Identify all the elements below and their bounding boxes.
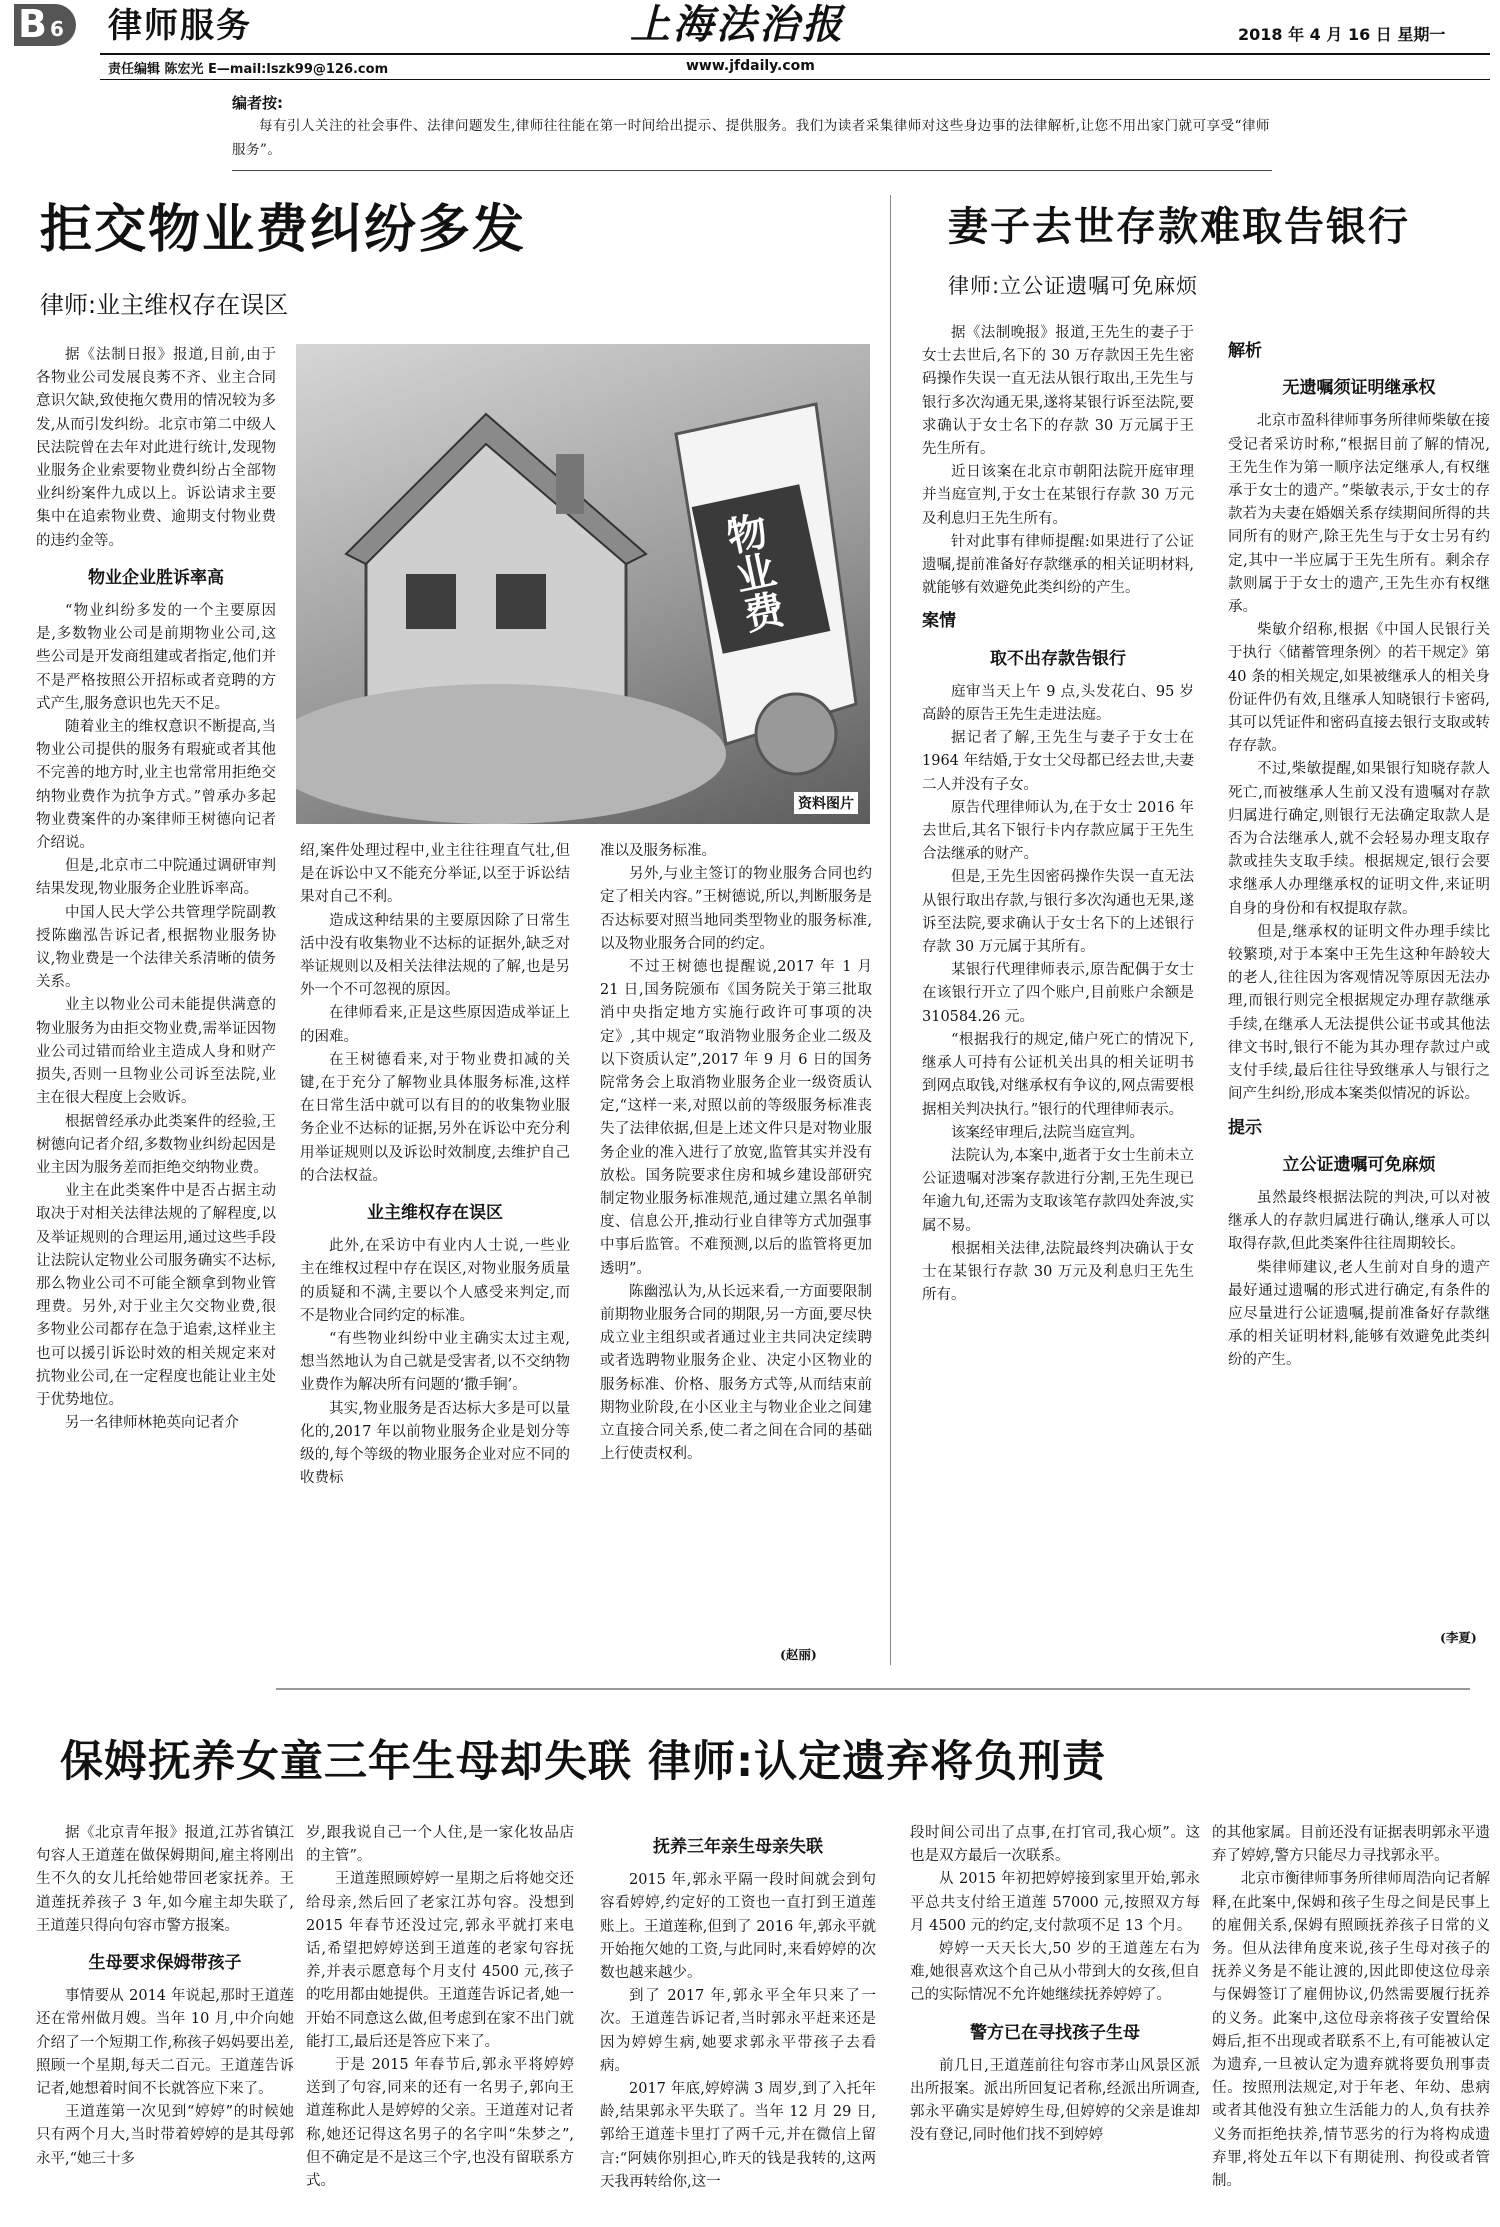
paragraph: 法院认为,本案中,逝者于女士生前未立公证遗嘱对涉案存款进行分割,王先生现已年逾九旬,还需为支取该笔存款四处奔波,实属不易。: [922, 1147, 1194, 1234]
section-subheading: 立公证遗嘱可免麻烦: [1282, 1154, 1436, 1175]
paragraph: 根据曾经承办此类案件的经验,王树德向记者介绍,多数物业纠纷起因是业主因为服务差而拒绝交纳物业费。: [36, 1113, 276, 1176]
paragraph: 据《法制日报》报道,目前,由于各物业公司发展良莠不齐、业主合同意识欠缺,致使拖欠费用的情况较为多发,从而引发纠纷。北京市第二中级人民法院曾在去年对此进行统计,发现物业服务企业索要物业费纠纷占全部物业纠纷案件九成以上。诉讼请求主要集中在追索物业费、逾期支付物业费的违约金等。: [36, 347, 276, 549]
page-number: 6: [50, 17, 64, 41]
paragraph: 从 2015 年初把婷婷接到家里开始,郭永平总共支付给王道莲 57000 元,按照双方每月 4500 元的约定,支付款项不足 13 个月。: [910, 1871, 1200, 1934]
page-letter: B: [18, 2, 47, 46]
editor-note-text: 每有引人关注的社会事件、法律问题发生,律师往往能在第一时间给出提示、提供服务。我们为读者采集律师对这些身边事的法律解析,让您不用出家门就可享受“律师服务”。: [232, 118, 1270, 158]
paragraph: 但是,北京市二中院通过调研审判结果发现,物业服务企业胜诉率高。: [36, 858, 276, 898]
paragraph: 但是,王先生因密码操作失误一直无法从银行取出存款,与银行多次沟通也无果,遂诉至法院,要求确认于女士名下的上述银行存款 30 万元属于其所有。: [922, 869, 1194, 956]
article2-title: 妻子去世存款难取告银行: [948, 204, 1410, 250]
paragraph: 2015 年,郭永平隔一段时间就会到句容看婷婷,约定好的工资也一直打到王道莲账上。王道莲称,但到了 2016 年,郭永平就开始拖欠她的工资,与此同时,来看婷婷的次数也越来越少。: [600, 1872, 876, 1982]
article2-column-2: [1228, 330, 1490, 1373]
paragraph: 该案经审理后,法院当庭宣判。: [951, 1124, 1145, 1141]
article3-column-5: [1212, 1822, 1490, 2193]
paragraph: 柴律师建议,老人生前对自身的遗产最好通过遗嘱的形式进行确定,有条件的应尽量进行公证遗嘱,提前准备好存款继承的相关证明材料,能够有效避免此类纠纷的产生。: [1228, 1259, 1490, 1369]
paragraph: 另一名律师林艳英向记者介: [65, 1415, 239, 1432]
section-subheading: 生母要求保姆带孩子: [88, 1953, 242, 1974]
paragraph: 到了 2017 年,郭永平全年只来了一次。王道莲告诉记者,当时郭永平赶来还是因为婷婷生病,她要求郭永平带孩子去看病。: [600, 1988, 876, 2074]
paragraph: 北京市衡律师事务所律师周浩向记者解释,在此案中,保姆和孩子生母之间是民事上的雇佣关系,保姆有照顾抚养孩子日常的义务。但从法律角度来说,孩子生母对孩子的抚养义务是不能让渡的,因此即使这位母亲与保姆签订了雇佣协议,仍然需要履行抚养的义务。此案中,这位母亲将孩子安置给保姆后,拒不出现或者联系不上,有可能被认定为遗弃,一旦被认定为遗弃就将要负刑事责任。按照刑法规定,对于年老、年幼、患病或者其他没有独立生活能力的人,负有扶养义务而拒绝扶养,情节恶劣的行为将构成遗弃罪,将处五年以下有期徒刑、拘役或者管制。: [1212, 1871, 1490, 2190]
article3-column-3: [600, 1822, 876, 2194]
section-subheading: 警方已在寻找孩子生母: [970, 2022, 1140, 2043]
paragraph: 不过,柴敏提醒,如果银行知晓存款人死亡,而被继承人生前又没有遗嘱对存款归属进行确定,则银行无法确定取款人是否为合法继承人,就不会轻易办理支取存款或挂失支取手续。根据规定,银行会要求继承人办理继承权的证明文件,来证明自身的身份和有权提取存款。: [1228, 761, 1490, 917]
paragraph: 据记者了解,王先生与妻子于女士在 1964 年结婚,于女士父母都已经去世,夫妻二人并没有子女。: [922, 730, 1194, 793]
paragraph: 原告代理律师认为,在于女士 2016 年去世后,其名下银行卡内存款应属于王先生合法继承的财产。: [922, 799, 1194, 863]
paragraph: 前几日,王道莲前往句容市茅山风景区派出所报案。派出所回复记者称,经派出所调查,郭永平确实是婷婷生母,但婷婷的父亲是谁却没有登记,同时他们找不到婷婷: [910, 2057, 1200, 2144]
paragraph: 某银行代理律师表示,原告配偶于女士在该银行开立了四个账户,目前账户余额是 310584.26 元。: [922, 962, 1194, 1025]
paragraph: 根据相关法律,法院最终判决确认于女士在某银行存款 30 万元及利息归王先生所有。: [922, 1240, 1194, 1304]
article3-title: 保姆抚养女童三年生母却失联 律师:认定遗弃将负刑责: [60, 1737, 1107, 1787]
paragraph: 但是,继承权的证明文件办理手续比较繁琐,对于本案中王先生这种年龄较大的老人,往往因为客观情况等原因无法办理,而银行则完全根据规定办理存款继承手续,在继承人无法提供公证书或其他法律文书时,银行不能为其办理存款过户或支付手续,最后往往导致继承人与银行之间产生纠纷,形成本案类似情况的诉讼。: [1228, 923, 1490, 1103]
article1-column-1: [36, 344, 276, 1435]
section-label: 解析: [1228, 341, 1262, 361]
article1-column-3: [600, 840, 872, 1466]
paragraph-continuation: 准以及服务标准。: [600, 843, 716, 859]
article1-credit: (赵丽): [780, 1647, 817, 1662]
column-separator: [890, 195, 891, 1665]
section-subheading: 物业企业胜诉率高: [88, 567, 224, 588]
section-divider: [276, 1688, 1470, 1690]
paragraph: 业主在此类案件中是否占据主动取决于对相关法律法规的了解程度,以及举证规则的合理运用,通过这些手段让法院认定物业公司服务确实不达标,那么物业公司不可能全额拿到物业管理费。另外,对于业主欠交物业费,很多物业公司都存在急于追索,这样业主也可以援引诉讼时效的相关规定来对抗物业公司,在一定程度也能让业主处于优势地位。: [36, 1183, 276, 1408]
photo-sign-text: 物业费: [716, 509, 787, 637]
paragraph: 此外,在采访中有业内人士说,一些业主在维权过程中存在误区,对物业服务质量的质疑和不满,主要以个人感受来判定,而不是物业合同约定的标准。: [300, 1238, 570, 1324]
paragraph: 虽然最终根据法院的判决,可以对被继承人的存款归属进行确认,继承人可以取得存款,但此类案件往往周期较长。: [1228, 1189, 1490, 1253]
section-subheading: 无遗嘱须证明继承权: [1282, 378, 1436, 399]
paragraph: 近日该案在北京市朝阳法院开庭审理并当庭宣判,于女士在某银行存款 30 万元及利息归王先生所有。: [922, 464, 1194, 527]
paragraph: 事情要从 2014 年说起,那时王道莲还在常州做月嫂。当年 10 月,中介向她介绍了一个短期工作,称孩子妈妈要出差,照顾一个星期,每天二百元。王道莲告诉记者,她想着时间不长就答应下来了。: [36, 1988, 294, 2098]
paragraph: “有些物业纠纷中业主确实太过主观,想当然地认为自己就是受害者,以不交纳物业费作为解决所有问题的‘撒手锏’。: [300, 1331, 570, 1394]
photo-caption: 资料图片: [794, 792, 858, 814]
paragraph: 不过王树德也提醒说,2017 年 1 月 21 日,国务院颁布《国务院关于第三批取消中央指定地方实施行政许可事项的决定》,其中规定“取消物业服务企业二级及以下资质认定”,2017 年 9 月 6 日的国务院常务会上取消物业服务企业一级资质认定,“这样一来,对照以前的等级服务标准丧失了法律依据,但是上述文件只是对物业服务企业的准入进行了放宽,监管其实并没有放松。国务院要求住房和城乡建设部研究制定物业服务标准规范,通过建立黑名单制度、信息公开,推动行业自律等方式加强事中事后监管。不难预测,以后的监管将更加透明”。: [600, 959, 872, 1277]
header-rule-bottom: [100, 79, 1490, 80]
website: www.jfdaily.com: [686, 58, 815, 74]
article1-subtitle: 律师:业主维权存在误区: [40, 291, 289, 319]
paragraph: 庭审当天上午 9 点,头发花白、95 岁高龄的原告王先生走进法庭。: [922, 683, 1194, 724]
paragraph-continuation: 绍,案件处理过程中,业主往往理直气壮,但是在诉讼中又不能充分举证,以至于诉讼结果对自己不利。: [300, 843, 570, 906]
article3-column-1: [36, 1822, 294, 2171]
paragraph: 随着业主的维权意识不断提高,当物业公司提供的服务有瑕疵或者其他不完善的地方时,业主也常常用拒绝交纳物业费作为抗争方式。”曾承办多起物业费案件的办案律师王树德向记者介绍说。: [36, 719, 276, 852]
paragraph: 针对此事有律师提醒:如果进行了公证遗嘱,提前准备好存款继承的相关证明材料,就能够有效避免此类纠纷的产生。: [922, 533, 1194, 597]
paragraph: 据《法制晚报》报道,王先生的妻子于女士去世后,名下的 30 万存款因王先生密码操作失误一直无法从银行取出,王先生与银行多次沟通无果,遂将某银行诉至法院,要求确认于女士名下的存款 30 万元属于王先生所有。: [922, 325, 1194, 458]
paragraph: 于是 2015 年春节后,郭永平将婷婷送到了句容,同来的还有一名男子,郭向王道莲称此人是婷婷的父亲。王道莲对记者称,她还记得这名男子的名字叫“朱梦之”,但不确定是不是这三个字,也没有留联系方式。: [306, 2057, 574, 2190]
article2-subtitle: 律师:立公证遗嘱可免麻烦: [948, 274, 1199, 298]
article1-photo: [296, 344, 870, 824]
paragraph: 其实,物业服务是否达标大多是可以量化的,2017 年以前物业服务企业是划分等级的,每个等级的物业服务企业对应不同的收费标: [300, 1400, 570, 1487]
paragraph: 2017 年底,婷婷满 3 周岁,到了入托年龄,结果郭永平失联了。当年 12 月 29 日,郭给王道莲卡里打了两千元,并在微信上留言:“阿姨你别担心,昨天的钱是我转的,这两天我再转给你,这一: [600, 2081, 876, 2190]
paragraph: “根据我行的规定,储户死亡的情况下,继承人可持有公证机关出具的相关证明书到网点取钱,对继承权有争议的,网点需要根据相关判决执行。”银行的代理律师表示。: [922, 1031, 1194, 1118]
paragraph: “物业纠纷多发的一个主要原因是,多数物业公司是前期物业公司,这些公司是开发商组建或者指定,他们并不是严格按照公开招标或者竞聘的方式产生,服务意识也先天不足。: [36, 603, 276, 712]
article1-title: 拒交物业费纠纷多发: [40, 200, 527, 260]
paragraph: 北京市盈科律师事务所律师柴敏在接受记者采访时称,“根据目前了解的情况,王先生作为第一顺序法定继承人,有权继承于女士的遗产。”柴敏表示,于女士的存款若为夫妻在婚姻关系存续期间所得的共同所有的财产,除王先生与于女士另有约定,其中一半应属于王先生所有。剩余存款则属于于女士的遗产,王先生亦有权继承。: [1228, 413, 1490, 616]
article2-column-1: [922, 322, 1194, 1307]
paragraph: 中国人民大学公共管理学院副教授陈幽泓告诉记者,根据物业服务协议,物业费是一个法律关系清晰的债务关系。: [36, 904, 276, 991]
paragraph: 另外,与业主签订的物业服务合同也约定了相关内容。”王树德说,所以,判断服务是否达标要对照当地同类型物业的服务标准,以及物业服务合同的约定。: [600, 866, 872, 952]
paragraph: 业主以物业公司未能提供满意的物业服务为由拒交物业费,需举证因物业公司过错而给业主造成人身和财产损失,否则一旦物业公司诉至法院,业主在很大程度上会败诉。: [36, 997, 276, 1107]
section-label: 案情: [922, 611, 956, 632]
article3-column-4: [910, 1822, 1200, 2148]
section-subheading: 取不出存款告银行: [990, 648, 1126, 669]
house-illustration: [296, 344, 870, 824]
paragraph: 在王树德看来,对于物业费扣减的关键,在于充分了解物业具体服务标准,这样在日常生活中就可以有目的的收集物业服务企业不达标的证据,另外在诉讼中充分利用举证规则以及诉讼时效制度,去维护自己的合法权益。: [300, 1051, 570, 1184]
paragraph: 王道莲照顾婷婷一星期之后将她交还给母亲,然后回了老家江苏句容。没想到 2015 年春节还没过完,郭永平就打来电话,希望把婷婷送到王道莲的老家句容抚养,并表示愿意每个月支付 4500 元,孩子的吃用都由她提供。王道莲告诉记者,她一开始不同意这么做,但考虑到在家不出门就能打工,最后还是答应下来了。: [306, 1871, 574, 2050]
article2-credit: (李夏): [1440, 1630, 1477, 1645]
paragraph: 在律师看来,正是这些原因造成举证上的困难。: [300, 1005, 570, 1045]
editor-note-divider: [232, 170, 1272, 171]
paragraph: 柴敏介绍称,根据《中国人民银行关于执行〈储蓄管理条例〉的若干规定》第 40 条的相关规定,如果被继承人的相关身份证件仍有效,且继承人知晓银行卡密码,其可以凭证件和密码直接去银行支取或转存存款。: [1228, 622, 1490, 755]
article3-column-2: [306, 1822, 574, 2193]
issue-date: 2018 年 4 月 16 日 星期一: [1238, 25, 1446, 44]
paragraph: 婷婷一天天长大,50 岁的王道莲左右为难,她很喜欢这个自己从小带到大的女孩,但自己的实际情况不允许她继续抚养婷婷了。: [910, 1941, 1200, 2004]
paragraph-continuation: 的其他家属。目前还没有证据表明郭永平遗弃了婷婷,警方只能尽力寻找郭永平。: [1212, 1825, 1490, 1865]
header-rule: [100, 53, 1490, 55]
paragraph: 王道莲第一次见到“婷婷”的时候她只有两个月大,当时带着婷婷的是其母郭永平,“她三十多: [36, 2104, 294, 2167]
section-subheading: 业主维权存在误区: [367, 1203, 503, 1224]
editor-note-label: 编者按:: [232, 94, 283, 112]
paragraph-continuation: 段时间公司出了点事,在打官司,我心烦”。这也是双方最后一次联系。: [910, 1825, 1200, 1865]
paragraph-continuation: 岁,跟我说自己一个人住,是一家化妆品店的主管”。: [306, 1825, 574, 1865]
editor-info: 责任编辑 陈宏光 E—mail:lszk99@126.com: [108, 62, 389, 77]
paragraph: 据《北京青年报》报道,江苏省镇江句容人王道莲在做保姆期间,雇主将刚出生不久的女儿托给她带回老家抚养。王道莲抚养孩子 3 年,如今雇主却失联了,王道莲只得向句容市警方报案。: [36, 1825, 294, 1934]
paragraph: 陈幽泓认为,从长远来看,一方面要限制前期物业服务合同的期限,另一方面,要尽快成立业主组织或者通过业主共同决定续聘或者选聘物业服务企业、决定小区物业的服务标准、价格、服务方式等,从而结束前期物业阶段,在小区业主与物业企业之间建立直接合同关系,使二者之间在合同的基础上行使责权利。: [600, 1283, 872, 1463]
section-title: 律师服务: [108, 6, 252, 46]
article1-column-2: [300, 840, 570, 1490]
section-subheading: 抚养三年亲生母亲失联: [653, 1837, 823, 1857]
masthead-logo: 上海法治报: [630, 1, 845, 48]
paragraph: 造成这种结果的主要原因除了日常生活中没有收集物业不达标的证据外,缺乏对举证规则以及相关法律法规的了解,也是另外一个不可忽视的原因。: [300, 912, 570, 999]
section-label: 提示: [1228, 1117, 1262, 1138]
